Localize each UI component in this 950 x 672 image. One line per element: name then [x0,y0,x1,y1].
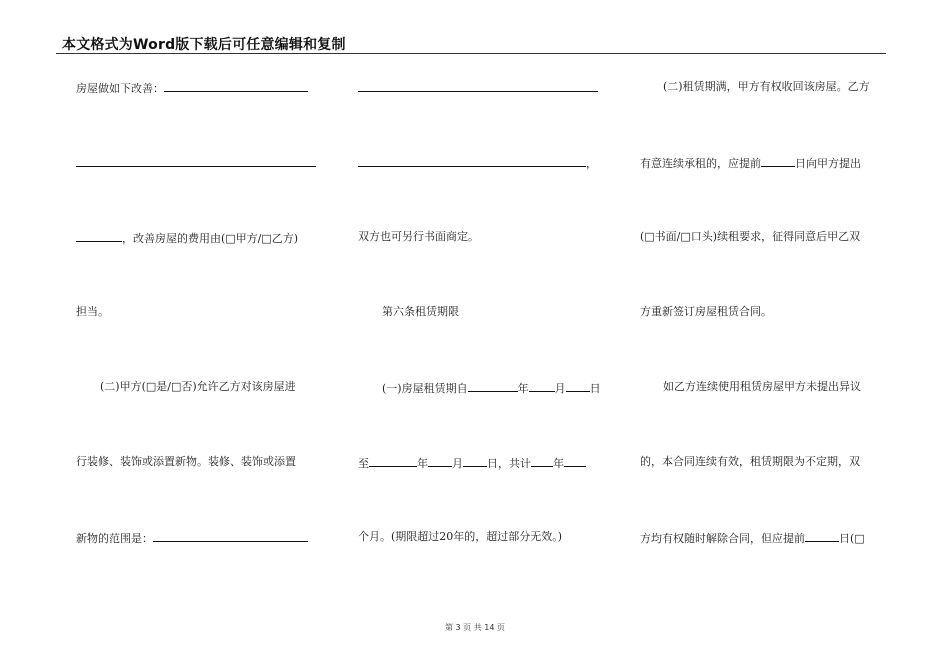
page-number-footer: 第 3 页 共 14 页 [445,623,505,632]
renovation-scope-blank [153,530,308,542]
left-line-7-text: 新物的范围是： [76,532,153,545]
year-label: 年 [517,382,529,395]
right-line-5: 如乙方连续使用租赁房屋甲方未提出异议 [663,380,861,393]
lease-start-year-blank [468,380,518,392]
left-line-4: 担当。 [76,305,109,318]
renewal-notice-days-blank [761,155,795,167]
middle-line-3: 双方也可另行书面商定。 [358,230,479,243]
left-line-5: (二)甲方(□是/□否)允许乙方对该房屋进 [100,380,296,393]
middle-blank-1 [358,80,598,92]
month-label: 月 [554,382,566,395]
improvement-blank-3 [76,230,122,242]
middle-line-6 [358,455,586,471]
renewal-notice-suffix: 日向甲方提出 [795,157,861,170]
improvement-blank [164,80,308,92]
renewal-notice-label: 有意连续承租的，应提前 [640,157,761,170]
left-line-1 [76,80,308,96]
left-line-6: 行装修、装饰或添置新物。装修、装饰或添置 [76,455,296,468]
lease-from-label: (一)房屋租赁期自 [382,382,468,395]
left-line-3 [76,230,298,246]
right-line-4: 方重新签订房屋租赁合同。 [640,305,772,318]
header-rule [56,53,886,54]
termination-notice-label: 方均有权随时解除合同，但应提前 [640,532,805,545]
middle-line-2 [358,155,597,171]
termination-notice-suffix: 日(□ [839,532,865,545]
termination-notice-days-blank [805,530,839,542]
lease-end-day-blank [463,455,487,467]
total-years-blank [531,455,553,467]
right-line-7 [640,530,865,546]
left-line-1-text: 房屋做如下改善： [76,82,164,95]
lease-start-month-blank [529,380,555,392]
right-line-2 [640,155,861,171]
right-line-6: 的，本合同连续有效，租赁期限为不定期，双 [640,455,860,468]
day-label: 日 [589,382,601,395]
document-header-title: 本文格式为Word版下载后可任意编辑和复制 [62,37,346,53]
lease-start-day-blank [566,380,590,392]
right-line-3: (□书面/□口头)续租要求，征得同意后甲乙双 [640,230,861,243]
total-label: 日，共计 [487,457,531,470]
lease-to-label: 至 [358,457,369,470]
lease-end-year-blank [369,455,417,467]
middle-line-5 [382,380,601,396]
middle-line-7: 个月。(期限超过20年的，超过部分无效。) [358,530,563,543]
year-label-3: 年 [553,457,564,470]
left-line-2 [76,155,316,171]
lease-end-month-blank [428,455,452,467]
year-label-2: 年 [417,457,428,470]
total-months-blank [564,455,586,467]
right-line-1: (二)租赁期满，甲方有权收回该房屋。乙方 [663,80,870,93]
left-line-3-text: ，改善房屋的费用由(□甲方/□乙方) [122,232,299,245]
middle-line-2-comma: ， [586,157,597,170]
middle-blank-2 [358,155,586,167]
left-line-7 [76,530,308,546]
month-label-2: 月 [452,457,463,470]
improvement-blank-2 [76,155,316,167]
article-six-heading: 第六条租赁期限 [382,305,459,318]
middle-line-1 [358,80,598,96]
